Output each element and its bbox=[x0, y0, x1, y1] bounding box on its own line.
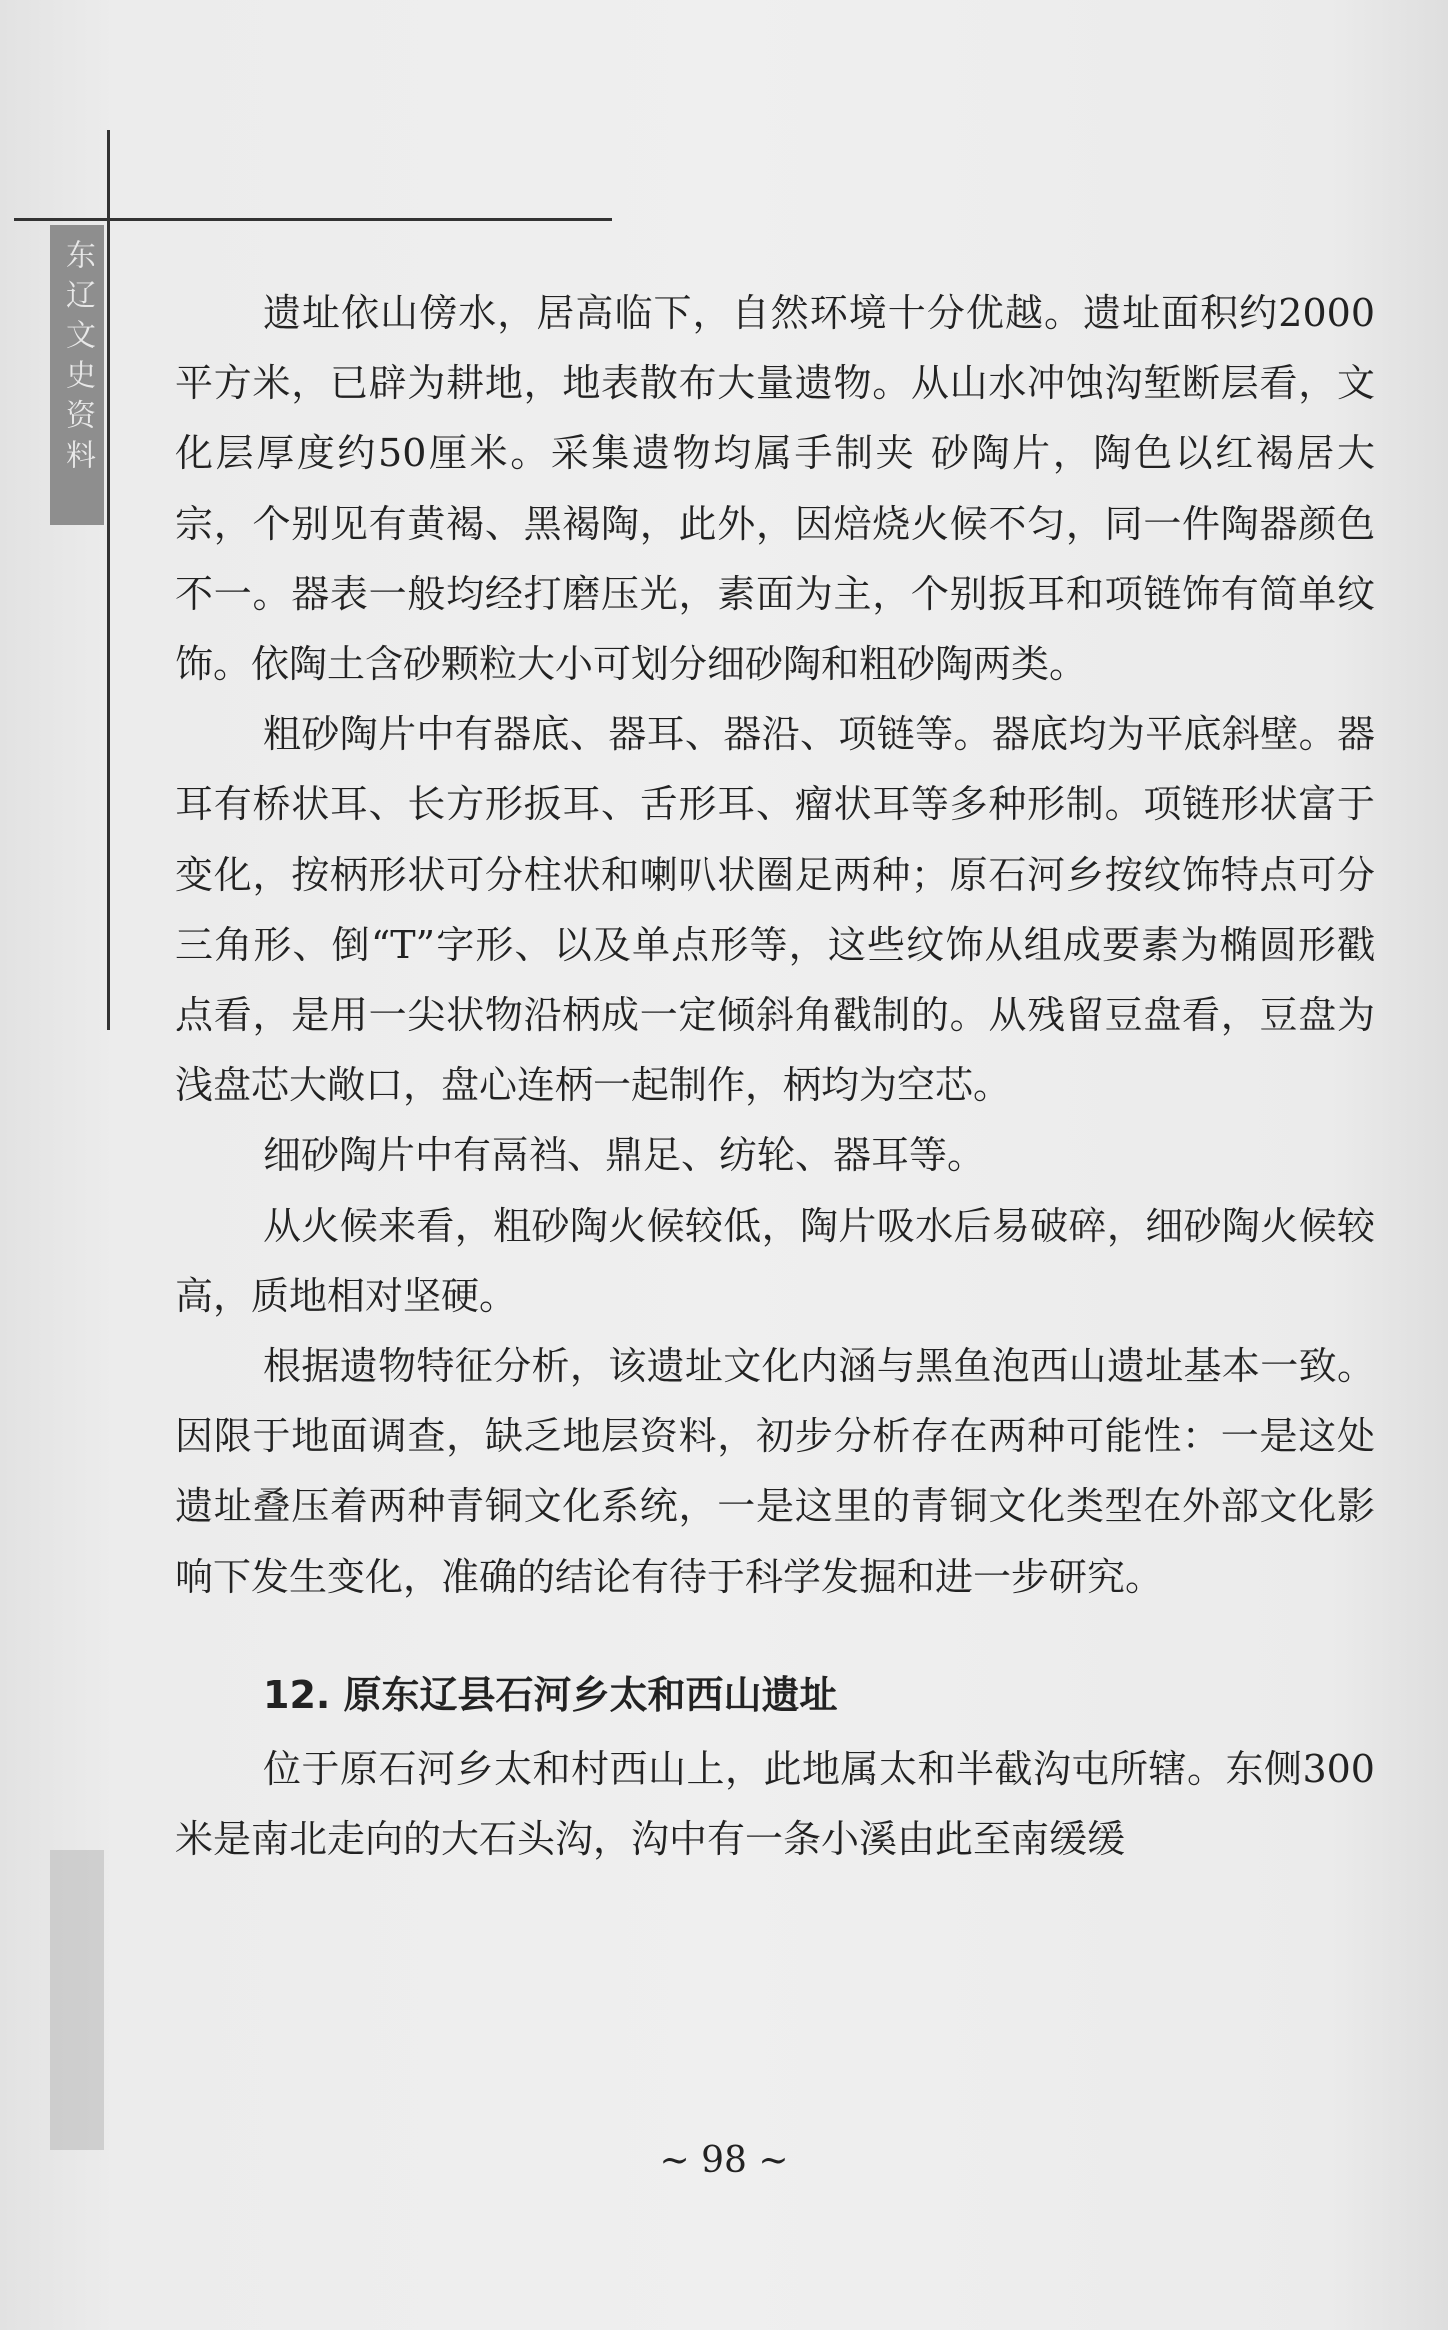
paragraph: 细砂陶片中有鬲裆、鼎足、纺轮、器耳等。 bbox=[263, 1133, 986, 1178]
vertical-rule bbox=[107, 130, 110, 1030]
side-tab-shadow bbox=[50, 1850, 104, 2150]
paragraph: 位于原石河乡太和村西山上，此地属太和半截沟屯所辖。东侧300米是南北走向的大石头沟，沟中有一条小溪由此至南缓缓 bbox=[175, 1746, 1375, 1862]
side-tab-label: 东辽文史资料 bbox=[60, 239, 95, 479]
page-number: ~ 98 ~ bbox=[659, 2140, 789, 2181]
body-text bbox=[175, 278, 1375, 1874]
paragraph: 从火候来看，粗砂陶火候较低，陶片吸水后易破碎，细砂陶火候较高，质地相对坚硬。 bbox=[175, 1203, 1375, 1318]
paragraph: 根据遗物特征分析，该遗址文化内涵与黑鱼泡西山遗址基本一致。因限于地面调查，缺乏地层资料，初步分析存在两种可能性：一是这处遗址叠压着两种青铜文化系统，一是这里的青铜文化类型在外部文化影响下发生变化，准确的结论有待于科学发掘和进一步研究。 bbox=[175, 1344, 1375, 1599]
paragraph: 遗址依山傍水，居高临下，自然环境十分优越。遗址面积约2000平方米，已辟为耕地，地表散布大量遗物。从山水冲蚀沟堑断层看，文化层厚度约50厘米。采集遗物均属手制夹 砂陶片，陶色以红褐居大宗，个别见有黄褐、黑褐陶，此外，因焙烧火候不匀，同一件陶器颜色不一。器表一般均经打磨压光，素面为主，个别扳耳和项链饰有简单纹饰。依陶土含砂颗粒大小可划分细砂陶和粗砂陶两类。 bbox=[175, 291, 1375, 687]
side-tab bbox=[50, 225, 104, 525]
horizontal-rule bbox=[14, 218, 612, 221]
paragraph: 粗砂陶片中有器底、器耳、器沿、项链等。器底均为平底斜壁。器耳有桥状耳、长方形扳耳、舌形耳、瘤状耳等多种形制。项链形状富于变化，按柄形状可分柱状和喇叭状圈足两种；原石河乡按纹饰特点可分三角形、倒“T”字形、以及单点形等，这些纹饰从组成要素为椭圆形戳点看，是用一尖状物沿柄成一定倾斜角戳制的。从残留豆盘看，豆盘为浅盘芯大敞口，盘心连柄一起制作，柄均为空芯。 bbox=[175, 712, 1375, 1108]
section-heading: 12. 原东辽县石河乡太和西山遗址 bbox=[263, 1672, 838, 1717]
